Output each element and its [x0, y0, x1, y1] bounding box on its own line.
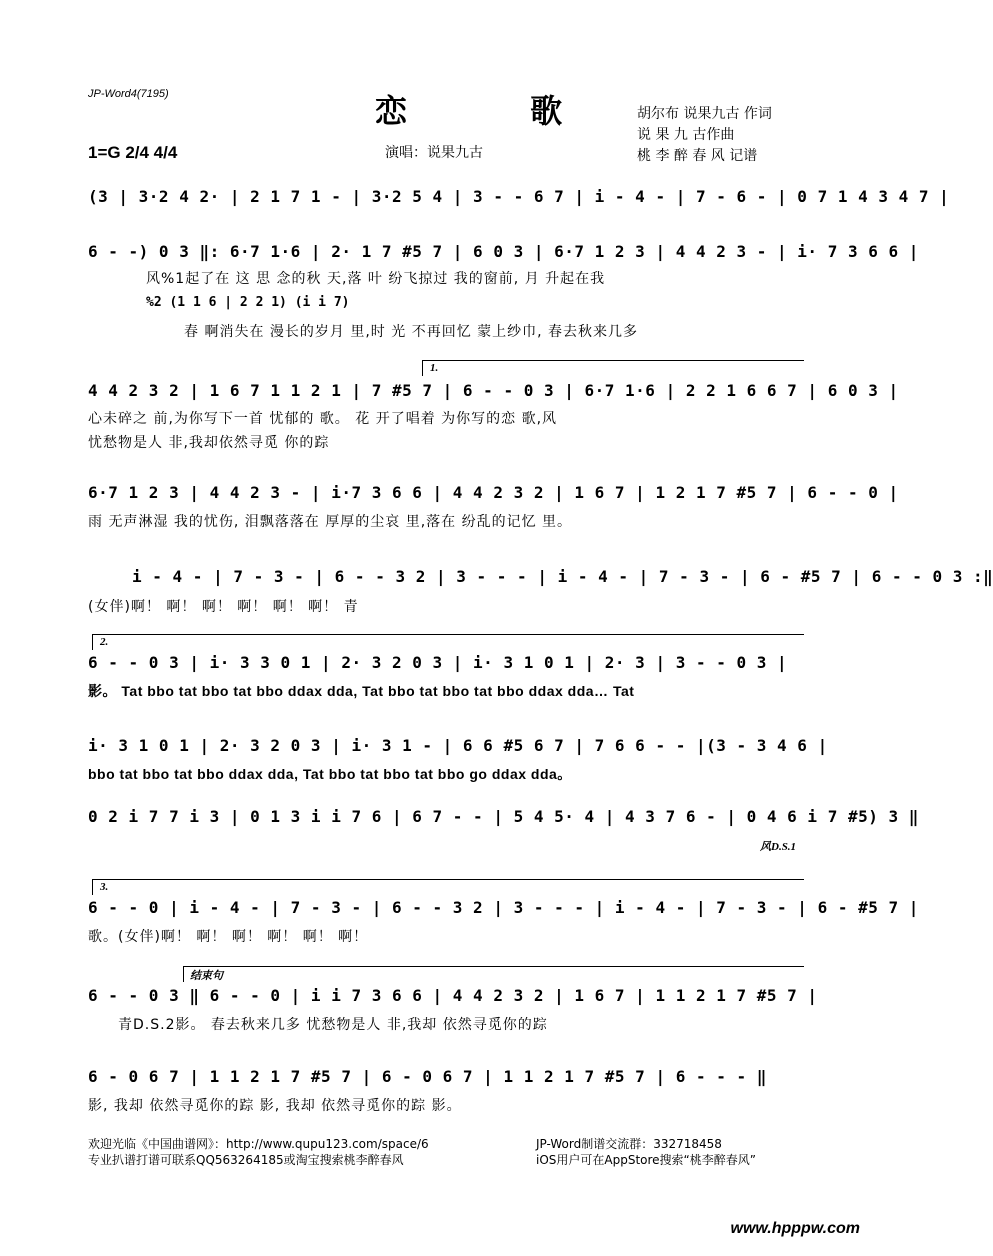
footer-ios-line: iOS用户可在AppStore搜索“桃李醉春风” [536, 1153, 756, 1167]
credits [637, 104, 772, 167]
lyric-row-5: (女伴)啊！ 啊！ 啊！ 啊！ 啊！ 啊！ 青 [88, 599, 359, 615]
notation-row-9: 6 - - 0 | i - 4 - | 7 - 3 - | 6 - - 3 2 | 3 - - - | i - 4 - | 7 - 3 - | 6 - #5 7 | [88, 898, 919, 917]
lyric-row-2-verse-2: 春 啊消失在 漫长的岁月 里,时 光 不再回忆 蒙上纱巾, 春去秋来几多 [184, 324, 639, 340]
ending-line [183, 966, 804, 967]
notation-row-5: i - 4 - | 7 - 3 - | 6 - - 3 2 | 3 - - - | i - 4 - | 7 - 3 - | 6 - #5 7 | 6 - - 0 3 :‖ [132, 567, 993, 586]
lyric-row-11: 影, 我却 依然寻觅你的踪 影, 我却 依然寻觅你的踪 影。 [88, 1098, 462, 1114]
lyric-row-3-verse-1: 心未碎之 前,为你写下一首 忧郁的 歌。 花 开了唱着 为你写的恋 歌,风 [88, 411, 558, 427]
ending-bracket [183, 966, 184, 982]
footer-contact-line: 专业扒谱打谱可联系QQ563264185或淘宝搜索桃李醉春风 [88, 1153, 404, 1167]
lyric-row-3-verse-2: 忧愁物是人 非,我却依然寻觅 你的踪 [88, 435, 330, 451]
lyric-row-2-verse-1: 风%1起了在 这 思 念的秋 天,落 叶 纷飞掠过 我的窗前, 月 升起在我 [146, 271, 606, 287]
notation-row-7: i· 3 1 0 1 | 2· 3 2 0 3 | i· 3 1 - | 6 6 #5 6 7 | 7 6 6 - - |(3 - 3 4 6 | [88, 736, 828, 755]
volta-3-line [92, 879, 804, 880]
notation-row-4: 6·7 1 2 3 | 4 4 2 3 - | i·7 3 6 6 | 4 4 2 3 2 | 1 6 7 | 1 2 1 7 #5 7 | 6 - - 0 | [88, 483, 899, 502]
key-signature: 1=G 2/4 4/4 [88, 143, 178, 162]
lyric-row-9: 歌。(女伴)啊！ 啊！ 啊！ 啊！ 啊！ 啊！ [88, 929, 369, 945]
lyric-row-4: 雨 无声淋湿 我的忧伤, 泪飘落落在 厚厚的尘哀 里,落在 纷乱的记忆 里。 [88, 514, 573, 530]
song-title: 恋 歌 [375, 92, 619, 130]
lyric-row-10: 青D.S.2影。 春去秋来几多 忧愁物是人 非,我却 依然寻觅你的踪 [118, 1017, 548, 1033]
lyric-row-6: 影。 Tat bbo tat bbo tat bbo ddax dda, Tat bbo tat bbo tat bbo ddax dda… Tat [88, 683, 635, 699]
volta-1-bracket [422, 360, 423, 376]
singer: 演唱：说果九古 [385, 145, 483, 161]
source-label: JP-Word4(7195) [88, 88, 169, 100]
volta-3-bracket [92, 879, 93, 895]
volta-1-label: 1. [430, 362, 439, 374]
notation-row-2-sub: %2 (1 1 6 | 2 2 1) (i i 7) [146, 295, 350, 310]
footer-website-line: 欢迎光临《中国曲谱网》：http://www.qupu123.com/space/6 [88, 1137, 429, 1151]
volta-1-line [422, 360, 804, 361]
ds1-mark: 风D.S.1 [760, 841, 797, 853]
volta-2-label: 2. [100, 636, 109, 648]
notation-row-8: 0 2 i 7 7 i 3 | 0 1 3 i i 7 6 | 6 7 - - | 5 4 5· 4 | 4 3 7 6 - | 0 4 6 i 7 #5) 3 ‖ [88, 807, 919, 826]
notation-row-3: 4 4 2 3 2 | 1 6 7 1 1 2 1 | 7 #5 7 | 6 - - 0 3 | 6·7 1·6 | 2 2 1 6 6 7 | 6 0 3 | [88, 381, 899, 400]
notation-row-1: (3 | 3·2 4 2· | 2 1 7 1 - | 3·2 5 4 | 3 - - 6 7 | i - 4 - | 7 - 6 - | 0 7 1 4 3 4 7 | [88, 187, 950, 206]
notation-row-11: 6 - 0 6 7 | 1 1 2 1 7 #5 7 | 6 - 0 6 7 | 1 1 2 1 7 #5 7 | 6 - - - ‖ [88, 1067, 767, 1086]
volta-2-bracket [92, 634, 93, 650]
footer-right [536, 1136, 756, 1168]
lyricist: 胡尔布 说果九古 作词 [637, 106, 772, 122]
notation-row-2: 6 - -) 0 3 ‖: 6·7 1·6 | 2· 1 7 #5 7 | 6 0 3 | 6·7 1 2 3 | 4 4 2 3 - | i· 7 3 6 6 | [88, 242, 919, 261]
footer-left [88, 1136, 429, 1168]
notation-row-10: 6 - - 0 3 ‖ 6 - - 0 | i i 7 3 6 6 | 4 4 2 3 2 | 1 6 7 | 1 1 2 1 7 #5 7 | [88, 986, 818, 1005]
volta-2-line [92, 634, 804, 635]
ending-label: 结束句 [190, 970, 223, 982]
notation-row-6: 6 - - 0 3 | i· 3 3 0 1 | 2· 3 2 0 3 | i· 3 1 0 1 | 2· 3 | 3 - - 0 3 | [88, 653, 788, 672]
composer: 说 果 九 古作曲 [637, 127, 735, 143]
footer-group-line: JP-Word制谱交流群：332718458 [536, 1137, 722, 1151]
lyric-row-7: bbo tat bbo tat bbo ddax dda, Tat bbo tat bbo tat bbo go ddax dda。 [88, 766, 572, 782]
transcriber: 桃 李 醉 春 风 记谱 [637, 148, 758, 164]
site-watermark: www.hpppw.com [730, 1220, 860, 1237]
volta-3-label: 3. [100, 881, 109, 893]
